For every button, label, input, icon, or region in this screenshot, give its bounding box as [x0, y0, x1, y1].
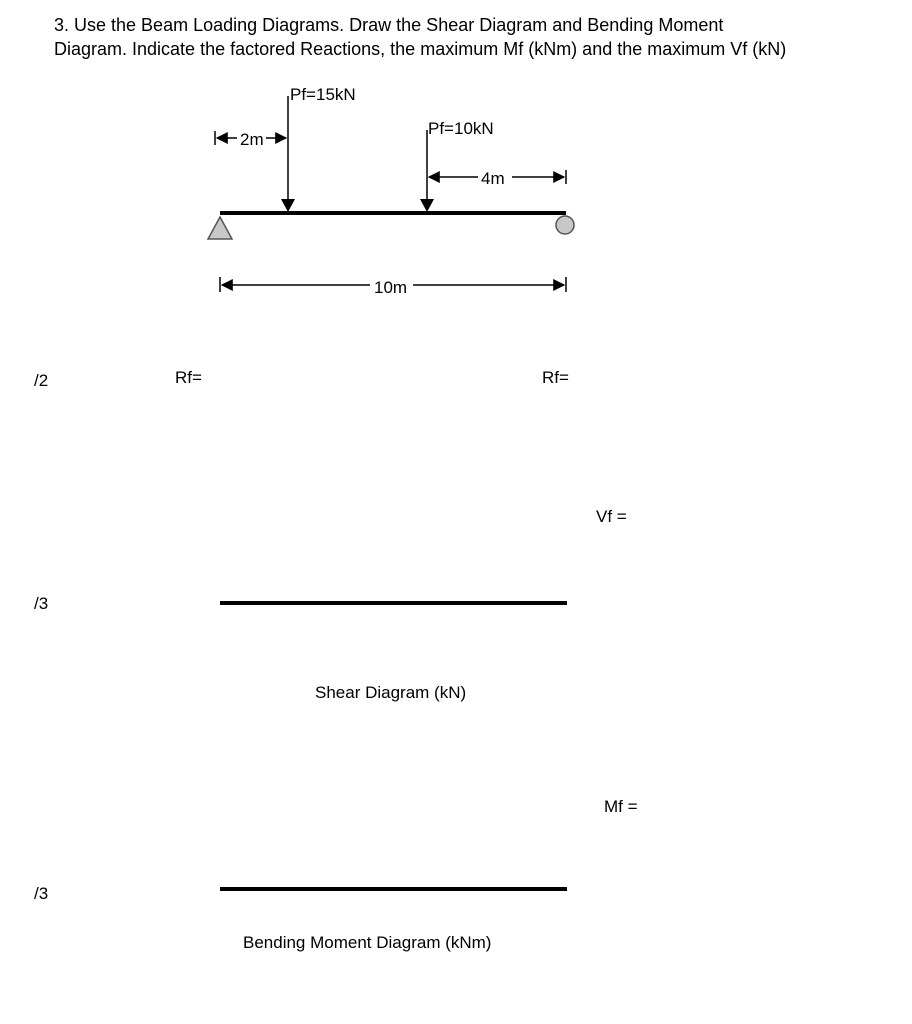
marks-moment: /3	[34, 884, 49, 903]
dimension-label-4m: 4m	[481, 169, 505, 188]
load-label-15kn: Pf=15kN	[290, 85, 356, 104]
marks-reactions: /2	[34, 371, 49, 390]
roller-support	[556, 216, 574, 234]
question-line-2: Diagram. Indicate the factored Reactions, the maximum Mf (kNm) and the maximum Vf (kN)	[54, 39, 787, 59]
shear-diagram-baseline	[220, 601, 567, 605]
load-label-10kn: Pf=10kN	[428, 119, 494, 138]
mf-label: Mf =	[604, 797, 638, 816]
dimension-label-10m: 10m	[374, 278, 408, 297]
dimension-label-2m: 2m	[240, 130, 264, 149]
load-arrow-10kn	[420, 130, 434, 212]
pin-support	[208, 217, 232, 239]
shear-diagram-title: Shear Diagram (kN)	[315, 683, 467, 702]
reaction-left-label: Rf=	[175, 368, 202, 387]
marks-shear: /3	[34, 594, 49, 613]
moment-diagram-title: Bending Moment Diagram (kNm)	[243, 933, 492, 952]
beam-loading-diagram	[0, 0, 912, 320]
load-arrow-15kn	[281, 96, 295, 212]
vf-label: Vf =	[596, 507, 627, 526]
reaction-right-label: Rf=	[542, 368, 569, 387]
moment-diagram-baseline	[220, 887, 567, 891]
question-line-1: 3. Use the Beam Loading Diagrams. Draw the Shear Diagram and Bending Moment	[54, 15, 724, 35]
